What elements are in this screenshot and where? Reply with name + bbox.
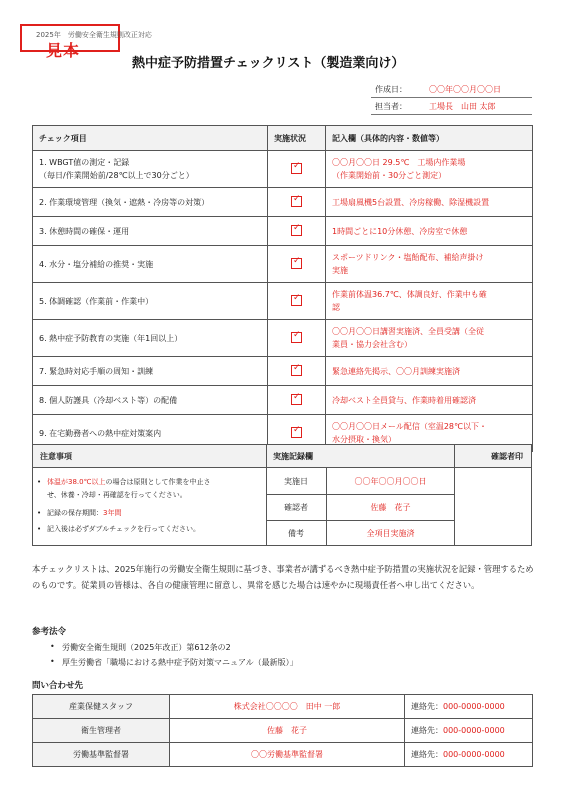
checklist-header-row <box>33 126 533 151</box>
checklist-row <box>33 188 533 217</box>
date-label: 実施日 <box>284 477 308 486</box>
checklist-table <box>32 125 533 452</box>
contact-role: 労働基準監督署 <box>33 743 170 767</box>
law-item: • 厚生労働省「職場における熱中症予防対策マニュアル（最新版）」 <box>50 657 298 667</box>
record-title: 実施記録欄 <box>266 445 454 468</box>
checked-checkbox[interactable] <box>291 365 302 376</box>
item-text: 7. 緊急時対応手順の周知・訓練 <box>39 366 154 376</box>
note-item: • 記入後は必ずダブルチェックを行ってください。 <box>37 525 201 533</box>
retention-period: 3年間 <box>103 509 122 517</box>
record-subtext: （作業開始前・30分ごと測定） <box>332 171 447 180</box>
record-text: 工場扇風機5台設置、冷房稼働、除湿機設置 <box>332 197 490 207</box>
contacts-title: 問い合わせ先 <box>32 681 84 691</box>
checked-checkbox[interactable] <box>291 258 302 269</box>
checklist-row <box>33 357 533 386</box>
remarks-value: 全項目実施済 <box>366 529 415 538</box>
created-date-row <box>371 81 532 98</box>
checker-value: 佐藤 花子 <box>370 503 411 512</box>
note-item: • 記録の保存期間：3年間 <box>37 509 122 517</box>
record-text: 〇〇月〇〇日 29.5℃ 工場内作業場 <box>332 158 466 167</box>
checklist-row <box>33 151 533 188</box>
manager-value: 工場長 山田 太郎 <box>429 102 496 111</box>
manager-row <box>371 98 532 115</box>
date-value: 〇〇年〇〇月〇〇日 <box>354 477 427 486</box>
sample-stamp-text: 見本 <box>46 41 81 60</box>
record-subtext: 実施 <box>332 266 348 275</box>
contact-role: 産業保健スタッフ <box>33 695 170 719</box>
remarks-label: 備考 <box>288 529 304 538</box>
contact-role: 衛生管理者 <box>33 719 170 743</box>
note-item: • 体温が38.0℃以上の場合は原則として作業を中止さ せ、休養・冷却・再確認を行ってください。 <box>37 478 211 499</box>
record-subtext: 水分摂取・換気） <box>332 435 396 444</box>
item-text: 3. 休憩時間の確保・運用 <box>39 226 130 236</box>
record-text: 作業前体温36.7℃、体調良好、作業中も確 <box>332 290 487 299</box>
item-text: 5. 体調確認（作業前・作業中） <box>39 296 154 306</box>
record-text: 〇〇月〇〇日メール配信（室温28℃以下・ <box>332 422 488 431</box>
manager-label: 担当者： <box>375 102 407 111</box>
checklist-row <box>33 320 533 357</box>
law-item: • 労働安全衛生規則（2025年改正）第612条の2 <box>50 642 231 652</box>
checked-checkbox[interactable] <box>291 332 302 343</box>
checked-checkbox[interactable] <box>291 225 302 236</box>
checklist-row <box>33 283 533 320</box>
col-record-header: 記入欄（具体的内容・数値等） <box>326 126 533 151</box>
checklist-row <box>33 386 533 415</box>
checked-checkbox[interactable] <box>291 427 302 438</box>
contact-row <box>33 719 533 743</box>
item-text: 6. 熱中症予防教育の実施（年1回以上） <box>39 333 183 343</box>
col-item-header: チェック項目 <box>33 126 268 151</box>
checked-checkbox[interactable] <box>291 394 302 405</box>
approver-title: 確認者印 <box>454 445 531 468</box>
revision-note: 2025年 労働安全衛生規則改正対応 <box>36 31 152 39</box>
checklist-row <box>33 217 533 246</box>
checked-checkbox[interactable] <box>291 196 302 207</box>
record-text: 緊急連絡先掲示、〇〇月訓練実施済 <box>332 366 460 376</box>
item-text: 1. WBGT値の測定・記録 <box>39 158 130 167</box>
record-subtext: 認 <box>332 303 340 312</box>
contact-name: 株式会社〇〇〇〇 田中 一郎 <box>170 695 405 719</box>
contact-phone: 連絡先：000-0000-0000 <box>405 743 533 767</box>
item-text: 9. 在宅勤務者への熱中症対策案内 <box>39 428 162 438</box>
note-fever-threshold: 体温が38.0℃以上 <box>47 478 106 486</box>
record-subtext: 業員・協力会社含む） <box>332 340 412 349</box>
checked-checkbox[interactable] <box>291 163 302 174</box>
contact-phone: 連絡先：000-0000-0000 <box>405 695 533 719</box>
col-status-header: 実施状況 <box>268 126 326 151</box>
intro-paragraph: 本チェックリストは、2025年施行の労働安全衛生規則に基づき、事業者が講ずるべき熱中症予防措置の実施状況を記録・管理するためのものです。従業員の皆様は、各自の健康管理に留意し、異常を感じた場合は速やかに現場責任者へ申し出てください。 <box>32 564 534 590</box>
created-label: 作成日： <box>375 85 407 94</box>
contact-name: 〇〇労働基準監督署 <box>170 743 405 767</box>
item-text: 2. 作業環境管理（換気・遮熱・冷房等の対策） <box>39 197 210 207</box>
contact-row <box>33 743 533 767</box>
checked-checkbox[interactable] <box>291 295 302 306</box>
item-subtext: （毎日/作業開始前/28℃以上で30分ごと） <box>39 171 194 180</box>
notes-record-box <box>32 444 532 546</box>
page-title: 熱中症予防措置チェックリスト（製造業向け） <box>132 56 405 71</box>
record-text: 1時間ごとに10分休憩、冷房室で休憩 <box>332 226 468 236</box>
record-text: 冷却ベスト全員貸与、作業時着用確認済 <box>332 395 476 405</box>
record-text: スポーツドリンク・塩飴配布、補給声掛け <box>332 253 484 262</box>
record-text: 〇〇月〇〇日講習実施済、全員受講（全従 <box>332 327 484 336</box>
contact-row <box>33 695 533 719</box>
contacts-table <box>32 694 533 767</box>
notes-title: 注意事項 <box>33 445 266 468</box>
contact-name: 佐藤 花子 <box>170 719 405 743</box>
checker-label: 確認者 <box>284 503 308 512</box>
checklist-row <box>33 246 533 283</box>
item-text: 4. 水分・塩分補給の推奨・実施 <box>39 259 154 269</box>
item-text: 8. 個人防護具（冷却ベスト等）の配備 <box>39 395 178 405</box>
laws-title: 参考法令 <box>32 627 67 637</box>
contact-phone: 連絡先：000-0000-0000 <box>405 719 533 743</box>
created-value: 〇〇年〇〇月〇〇日 <box>429 85 501 94</box>
